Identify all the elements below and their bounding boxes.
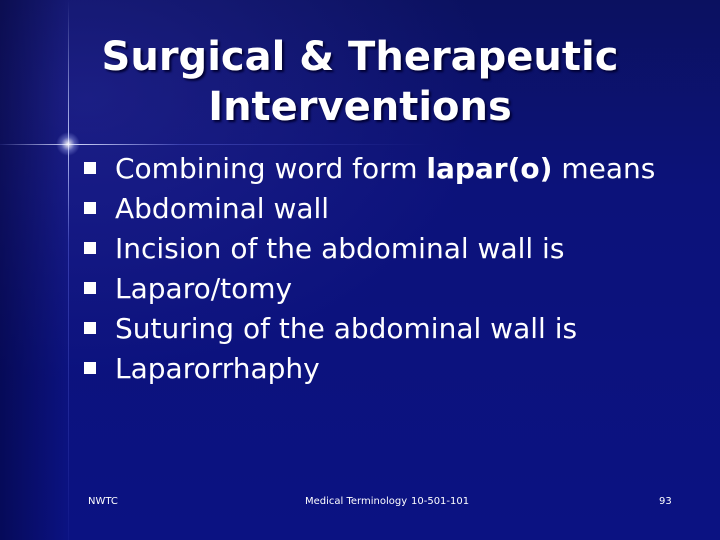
bullet-list	[84, 148, 655, 388]
bullet-text-after: means	[552, 151, 656, 185]
bullet-text: Suturing of the abdominal wall is	[115, 311, 578, 345]
star-glow-icon	[56, 132, 80, 156]
square-bullet-icon	[84, 242, 96, 254]
footer-course-number: 10-501-101	[411, 496, 470, 507]
bullet-item	[84, 348, 655, 388]
slide-title	[70, 32, 650, 132]
bullet-text: Incision of the abdominal wall is	[115, 231, 565, 265]
bullet-text: Abdominal wall	[115, 191, 330, 225]
square-bullet-icon	[84, 362, 96, 374]
square-bullet-icon	[84, 282, 96, 294]
square-bullet-icon	[84, 202, 96, 214]
bullet-text-before: Combining word form	[115, 151, 427, 185]
footer-page-number: 93	[659, 496, 672, 507]
footer-course-name: Medical Terminology	[305, 496, 408, 507]
title-line-1: Surgical & Therapeutic	[101, 34, 619, 80]
bullet-text	[115, 152, 655, 185]
bullet-text: Laparorrhaphy	[115, 351, 320, 385]
bullet-item	[84, 308, 655, 348]
bullet-item	[84, 228, 655, 268]
left-shadow-band	[0, 0, 68, 540]
decorative-vertical-line	[68, 0, 69, 540]
square-bullet-icon	[84, 322, 96, 334]
bullet-item	[84, 148, 655, 188]
footer-organization: NWTC	[88, 496, 118, 507]
title-line-2: Interventions	[208, 84, 512, 130]
bullet-text: Laparo/tomy	[115, 271, 293, 305]
square-bullet-icon	[84, 162, 96, 174]
decorative-horizontal-line	[0, 144, 720, 145]
bullet-item	[84, 268, 655, 308]
combining-form-term: lapar(o)	[426, 151, 553, 185]
bullet-item	[84, 188, 655, 228]
